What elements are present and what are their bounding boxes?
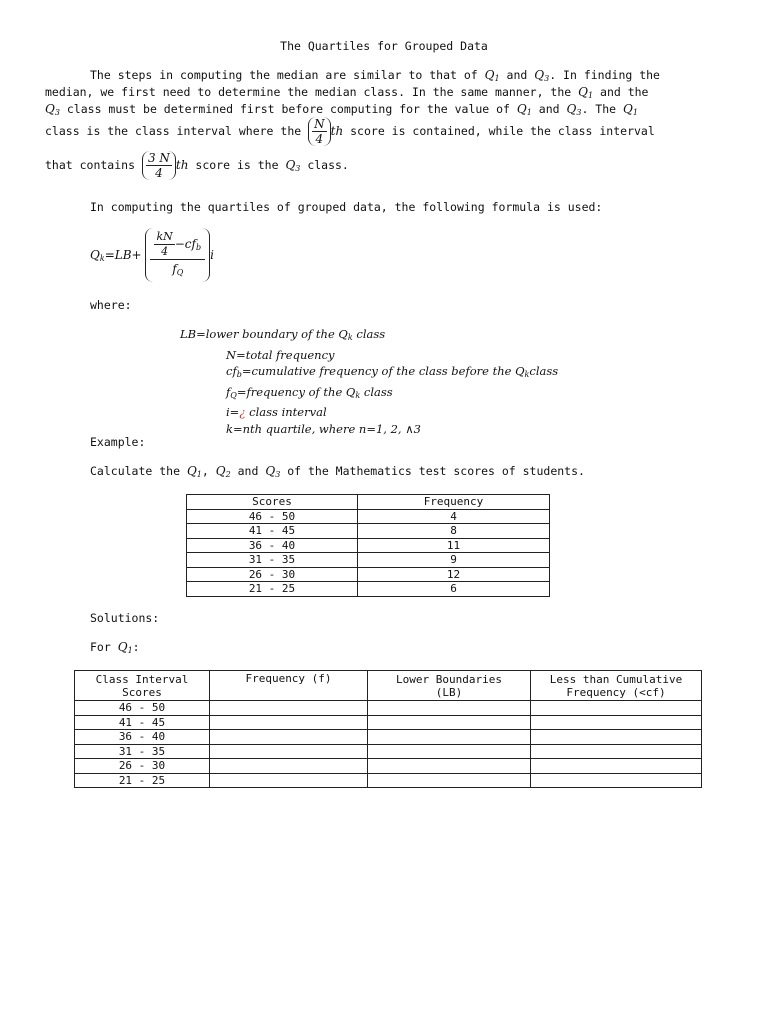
intro-line-4: class is the class interval where the $\frac{N}{4}$ th score is contained, while the class interval bbox=[45, 117, 655, 146]
formula-intro: In computing the quartiles of grouped data, the following formula is used: bbox=[90, 200, 603, 214]
lb-cell[interactable] bbox=[368, 715, 531, 730]
cf-cell[interactable] bbox=[531, 701, 702, 716]
where-label: where: bbox=[90, 298, 132, 312]
frequency-cell[interactable] bbox=[210, 759, 368, 774]
table-row: 31 - 35 9 bbox=[187, 553, 550, 568]
header-less-than-cf: Less than Cumulative Frequency (<cf) bbox=[531, 671, 702, 701]
example-task: Calculate the $Q_1$, $Q_2$ and $Q_3$ of the Mathematics test scores of students. bbox=[90, 464, 585, 479]
header-scores: Scores bbox=[187, 495, 358, 510]
def-f: $f_Q=frequency$ of the $Q_k$ class bbox=[226, 384, 393, 400]
table-row: 36 - 40 bbox=[75, 730, 702, 745]
def-i: i=¿ class interval bbox=[226, 405, 327, 419]
def-lb: LB=lower boundary of the $Q_k$ class bbox=[180, 327, 386, 342]
table-row: 21 - 25 6 bbox=[187, 582, 550, 597]
def-k: k=nth quartile, where n=1, 2, ∧3 bbox=[226, 421, 421, 436]
lb-cell[interactable] bbox=[368, 773, 531, 788]
header-class-interval: Class Interval Scores bbox=[75, 671, 210, 701]
table-row: 26 - 30 bbox=[75, 759, 702, 774]
table-row: 26 - 30 12 bbox=[187, 567, 550, 582]
cf-cell[interactable] bbox=[531, 744, 702, 759]
lb-cell[interactable] bbox=[368, 701, 531, 716]
scores-frequency-table bbox=[186, 494, 550, 597]
table-row: 41 - 45 8 bbox=[187, 524, 550, 539]
cf-cell[interactable] bbox=[531, 759, 702, 774]
intro-line-2: median, we first need to determine the median class. In the same manner, the $Q_1$ and the bbox=[45, 85, 649, 100]
header-lower-boundaries: Lower Boundaries (LB) bbox=[368, 671, 531, 701]
cf-cell[interactable] bbox=[531, 715, 702, 730]
table-row: 31 - 35 bbox=[75, 744, 702, 759]
cf-cell[interactable] bbox=[531, 730, 702, 745]
table-header-row bbox=[75, 671, 702, 701]
for-q1-label: For $Q_1$: bbox=[90, 640, 140, 655]
header-frequency: Frequency bbox=[358, 495, 550, 510]
page-title: The Quartiles for Grouped Data bbox=[280, 39, 488, 53]
lb-cell[interactable] bbox=[368, 730, 531, 745]
frequency-cell[interactable] bbox=[210, 773, 368, 788]
table-row: 36 - 40 11 bbox=[187, 538, 550, 553]
cf-cell[interactable] bbox=[531, 773, 702, 788]
intro-line-1: The steps in computing the median are similar to that of $Q_1$ and $Q_3$. In finding the bbox=[90, 68, 660, 83]
def-n: N=total frequency bbox=[226, 347, 335, 362]
solutions-label: Solutions: bbox=[90, 611, 160, 625]
frequency-cell[interactable] bbox=[210, 730, 368, 745]
table-row: 21 - 25 bbox=[75, 773, 702, 788]
example-label: Example: bbox=[90, 435, 146, 449]
lb-cell[interactable] bbox=[368, 759, 531, 774]
where-definitions bbox=[180, 326, 558, 437]
intro-line-5: that contains $\frac{3 N}{4}$ th score is the $Q_3$ class. bbox=[45, 151, 349, 180]
header-frequency: Frequency (f) bbox=[210, 671, 368, 701]
frequency-cell[interactable] bbox=[210, 701, 368, 716]
def-cf: $cf_b=cumulative$ frequency of the class before the $Q_kclass$ bbox=[226, 364, 559, 379]
frequency-cell[interactable] bbox=[210, 744, 368, 759]
table-row: 46 - 50 bbox=[75, 701, 702, 716]
table-row: 41 - 45 bbox=[75, 715, 702, 730]
table-row: 46 - 50 4 bbox=[187, 509, 550, 524]
lb-cell[interactable] bbox=[368, 744, 531, 759]
table-header-row bbox=[187, 495, 550, 510]
frequency-cell[interactable] bbox=[210, 715, 368, 730]
q1-worksheet-table bbox=[74, 670, 702, 788]
quartile-formula: $Q_k=LB+$ $\frac{kN}{4}$ $-cf_b$ $f_Q$ i bbox=[90, 228, 214, 282]
intro-line-3: $Q_3$ class must be determined first before computing for the value of $Q_1$ and $Q_3$. The $Q_1$ bbox=[45, 102, 638, 117]
